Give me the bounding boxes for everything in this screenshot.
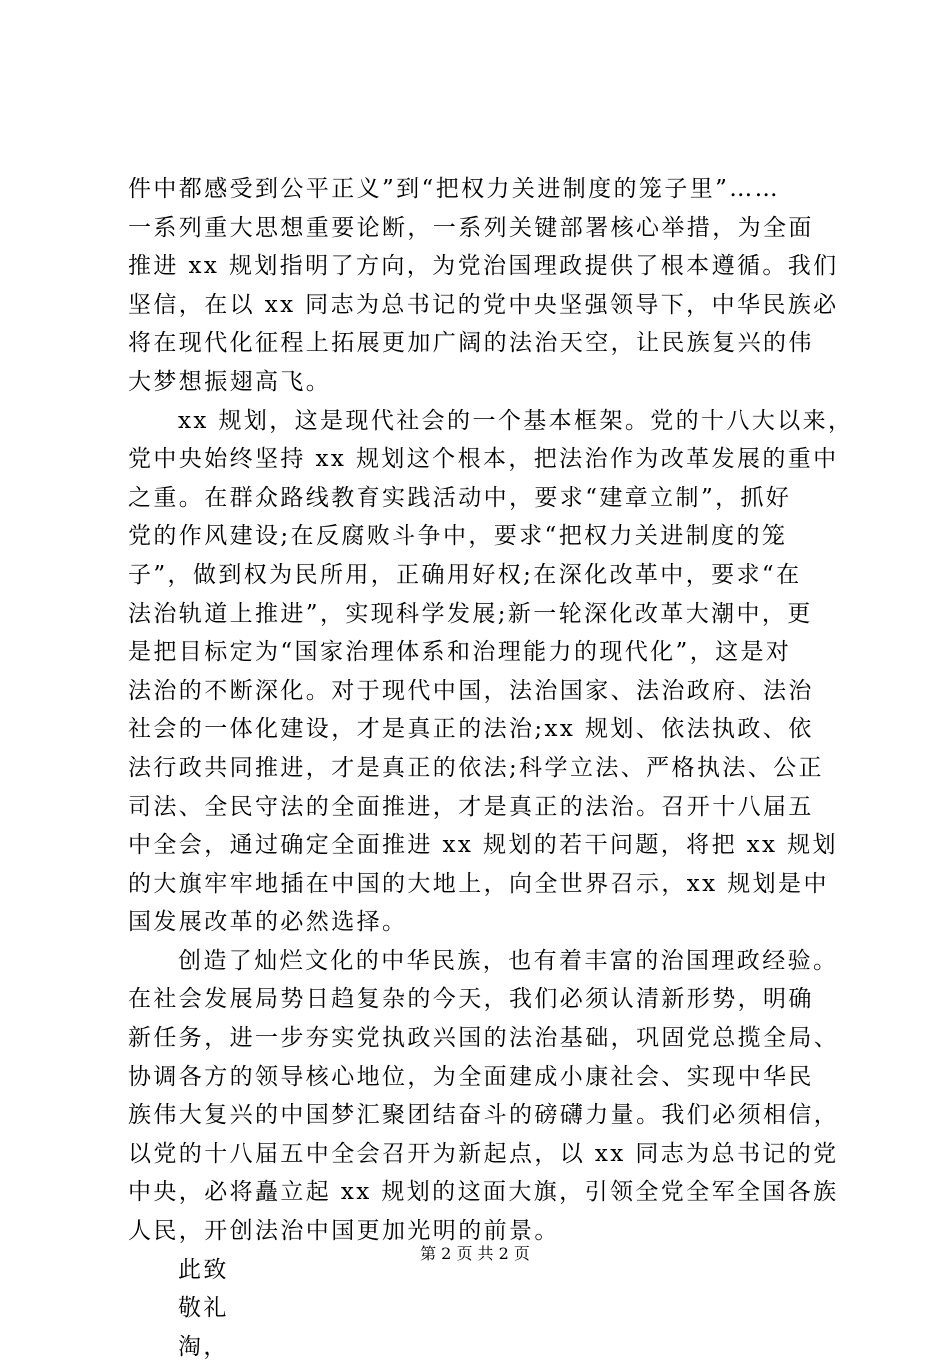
text-line: 件中都感受到公平正义”到“把权力关进制度的笼子里”…… [128,176,781,202]
text-line: 中央，必将矗立起 xx 规划的这面大旗，引领全党全军全国各族 [128,1179,839,1206]
text-line: 大梦想振翅高飞。 [128,368,332,395]
text-line: 党的作风建设;在反腐败斗争中，要求“把权力关进制度的笼 [128,523,788,550]
text-line: 一系列重大思想重要论断，一系列关键部署核心举措，为全面 [128,214,814,241]
text-line: 敬礼 [178,1295,229,1322]
text-line: 中全会，通过确定全面推进 xx 规划的若干问题，将把 xx 规划 [128,832,838,859]
text-line: 社会的一体化建设，才是真正的法治;xx 规划、依法执政、依 [128,716,814,743]
text-line: 协调各方的领导核心地位，为全面建成小康社会、实现中华民 [128,1063,814,1090]
text-line: 法治的不断深化。对于现代中国，法治国家、法治政府、法治 [128,677,814,704]
text-line: 新任务，进一步夯实党执政兴国的法治基础，巩固党总揽全局、 [128,1025,840,1052]
text-line: 族伟大复兴的中国梦汇聚团结奋斗的磅礴力量。我们必须相信， [128,1102,840,1129]
text-line: 的大旗牢牢地插在中国的大地上，向全世界召示，xx 规划是中 [128,870,829,897]
text-line: 之重。在群众路线教育实践活动中，要求“建章立制”，抓好 [128,484,792,511]
text-line: 党中央始终坚持 xx 规划这个根本，把法治作为改革发展的重中 [128,446,839,473]
text-line: 以党的十八届五中全会召开为新起点，以 xx 同志为总书记的党 [128,1140,839,1167]
text-line: 推进 xx 规划指明了方向，为党治国理政提供了根本遵循。我们 [128,253,839,280]
text-line: 此致 [178,1256,229,1283]
text-line: 人民，开创法治中国更加光明的前景。 [128,1218,560,1245]
text-line: 国发展改革的必然选择。 [128,909,408,936]
text-line: 子”，做到权为民所用，正确用好权;在深化改革中，要求“在 [128,561,802,588]
text-line: 创造了灿烂文化的中华民族，也有着丰富的治国理政经验。 [178,947,839,974]
text-line: 法行政共同推进，才是真正的依法;科学立法、严格执法、公正 [128,754,824,781]
text-line: xx 规划，这是现代社会的一个基本框架。党的十八大以来， [178,407,854,434]
text-line: 坚信，在以 xx 同志为总书记的党中央坚强领导下，中华民族必 [128,291,839,318]
text-line: 将在现代化征程上拓展更加广阔的法治天空，让民族复兴的伟 [128,330,814,357]
text-line: 法治轨道上推进”，实现科学发展;新一轮深化改革大潮中，更 [128,600,813,627]
text-line: 淘， [178,1333,229,1360]
text-line: 司法、全民守法的全面推进，才是真正的法治。召开十八届五 [128,793,814,820]
page-footer: 第 2 页 共 2 页 [420,1244,530,1263]
text-line: 是把目标定为“国家治理体系和治理能力的现代化”，这是对 [128,639,792,666]
document-body [128,170,854,1366]
text-line: 在社会发展局势日趋复杂的今天，我们必须认清新形势，明确 [128,986,814,1013]
